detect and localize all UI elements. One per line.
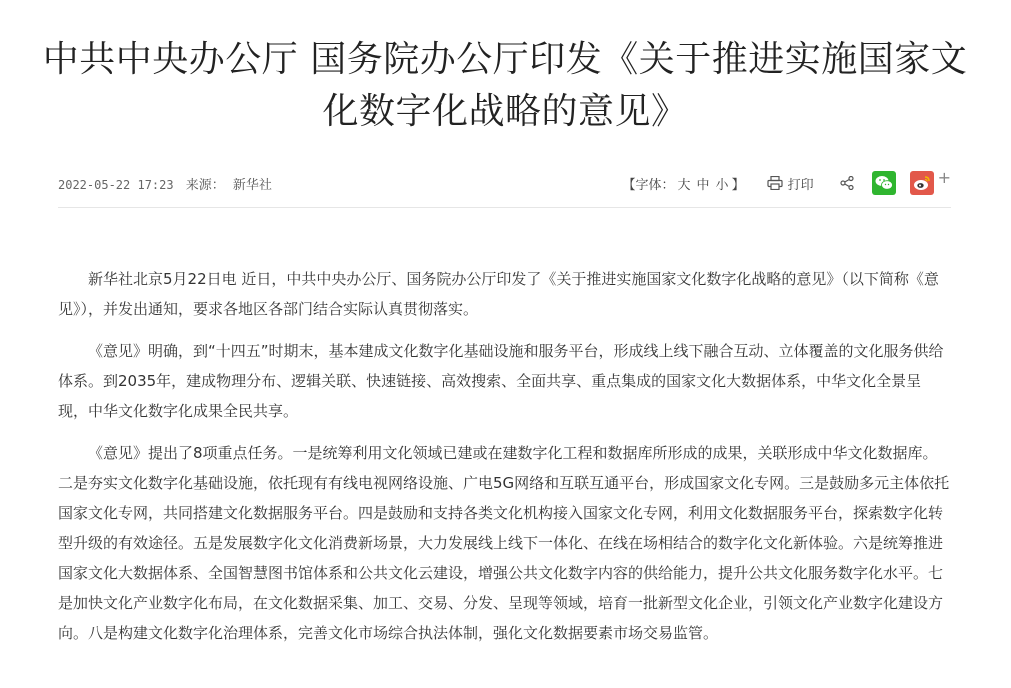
publish-date: 2022-05-22 17:23 [58, 178, 174, 192]
share-icon [840, 176, 854, 190]
paragraph: 《意见》明确，到“十四五”时期末，基本建成文化数字化基础设施和服务平台，形成线上线下融合互动、立体覆盖的文化服务供给体系。到2035年，建成物理分布、逻辑关联、快速链接、高效搜索、全面共享、重点集成的国家文化大数据体系，中华文化全景呈现，中华文化数字化成果全民共享。 [58, 342, 944, 420]
meta-divider [58, 207, 951, 208]
share-button[interactable] [840, 176, 854, 190]
wechat-share-button[interactable] [872, 171, 896, 195]
font-size-large[interactable]: 大 [677, 177, 691, 193]
weibo-share-button[interactable] [910, 171, 934, 195]
font-size-medium[interactable]: 中 [696, 177, 710, 193]
article-toolbar [622, 167, 952, 194]
print-label: 打印 [787, 177, 814, 193]
article-body [58, 264, 951, 660]
font-size-selector [623, 174, 745, 193]
more-share-button[interactable]: + [937, 167, 951, 187]
printer-icon [767, 176, 783, 190]
source-name: 新华社 [232, 178, 272, 193]
source-label: 来源： [185, 178, 225, 193]
font-size-close: 】 [731, 177, 745, 193]
article-title: 中共中央办公厅 国务院办公厅印发《关于推进实施国家文化数字化战略的意见》 [42, 39, 968, 132]
paragraph: 《意见》提出了8项重点任务。一是统筹利用文化领域已建或在建数字化工程和数据库所形成的成果，关联形成中华文化数据库。二是夯实文化数字化基础设施，依托现有有线电视网络设施、广电5G网络和互联互通平台，形成国家文化专网。三是鼓励多元主体依托国家文化专网，共同搭建文化数据服务平台。四是鼓励和支持各类文化机构接入国家文化专网，利用文化数据服务平台，探索数字化转型升级的有效途径。五是发展数字化文化消费新场景，大力发展线上线下一体化、在线在场相结合的数字化文化新体验。六是统筹推进国家文化大数据体系、全国智慧图书馆体系和公共文化云建设，增强公共文化数字内容的供给能力，提升公共文化服务数字化水平。七是加快文化产业数字化布局，在文化数据采集、加工、交易、分发、呈现等领域，培育一批新型文化企业，引领文化产业数字化建设方向。八是构建文化数字化治理体系，完善文化市场综合执法体制，强化文化数据要素市场交易监管。 [58, 444, 950, 642]
font-size-open: 【字体： [622, 177, 675, 193]
print-button[interactable] [767, 174, 814, 193]
font-size-small[interactable]: 小 [715, 177, 729, 193]
wechat-icon [875, 175, 893, 191]
article-meta [58, 167, 951, 194]
weibo-icon [913, 175, 931, 191]
paragraph: 新华社北京5月22日电 近日，中共中央办公厅、国务院办公厅印发了《关于推进实施国家文化数字化战略的意见》（以下简称《意见》），并发出通知，要求各地区各部门结合实际认真贯彻落实。 [58, 270, 939, 318]
meta-info [58, 174, 280, 193]
